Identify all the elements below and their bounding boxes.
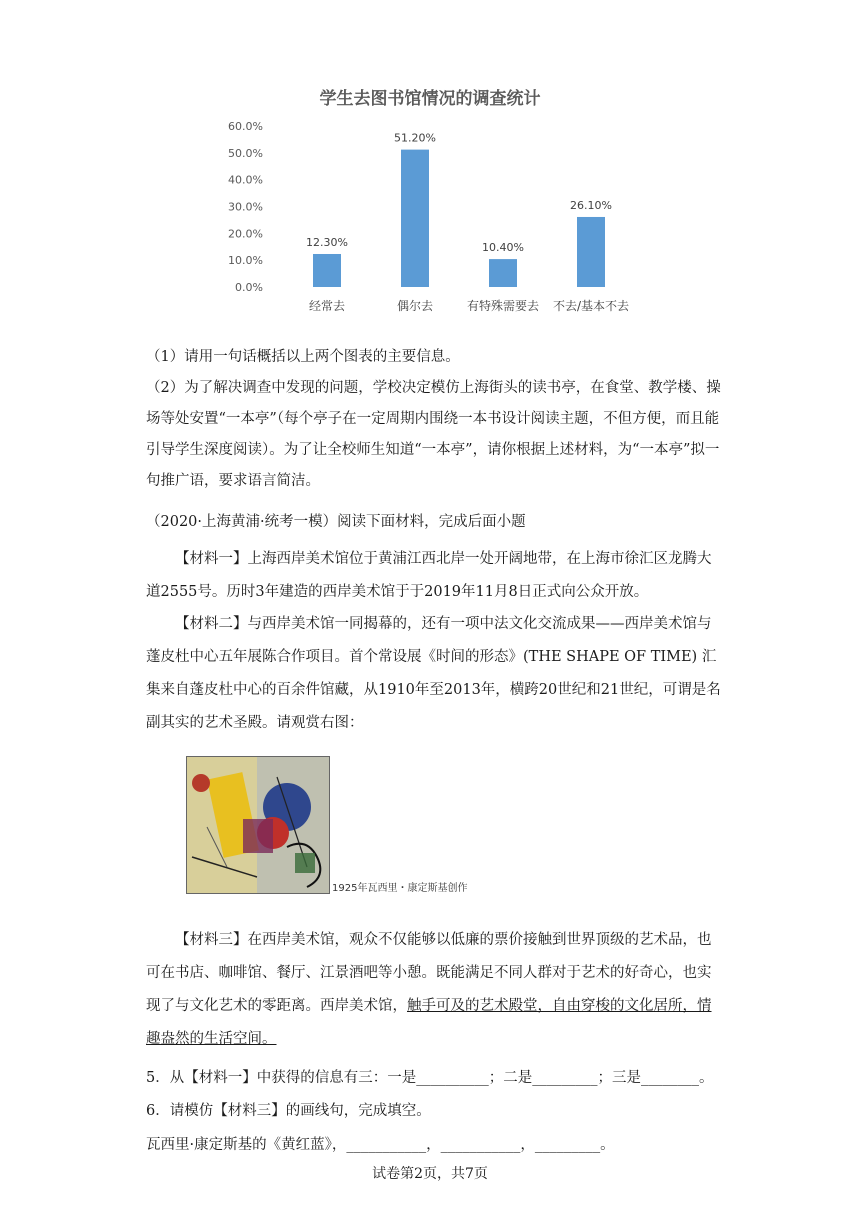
question-5: 5．从【材料一】中获得的信息有三：一是__________；二是_________；三是________。 [146,1070,714,1086]
category-label: 有特殊需要去 [466,299,540,313]
y-tick-label: 20.0% [228,227,263,241]
y-tick-label: 40.0% [228,173,263,187]
y-tick-label: 50.0% [228,146,263,160]
data-label: 10.40% [482,241,524,255]
category-label: 经常去 [308,299,346,313]
source-line: （2020·上海黄浦·统考一模）阅读下面材料，完成后面小题 [146,514,526,530]
material-3-underlined: 触手可及的艺术殿堂，自由穿梭的文化居所，情趣盎然的生活空间。 [146,998,712,1047]
image-caption: 1925年瓦西里・康定斯基创作 [332,883,468,894]
category-label: 不去/基本不去 [552,299,630,313]
page-footer: 试卷第2页，共7页 [372,1166,488,1182]
material-3 [146,924,721,1056]
data-label: 51.20% [394,131,436,145]
chart-title: 学生去图书馆情况的调查统计 [319,89,541,109]
material-3-text: 【材料三】在西岸美术馆，观众不仅能够以低廉的票价接触到世界顶级的艺术品，也可在书店、咖啡馆、餐厅、江景酒吧等小憩。既能满足不同人群对于艺术的好奇心，也实现了与文化艺术的零距离。西岸美术馆， [146,932,712,1014]
bar [401,150,429,287]
bar [577,217,605,287]
bar-chart [215,78,645,323]
bar [313,254,341,287]
data-label: 12.30% [306,235,348,249]
kandinsky-painting-image [186,756,330,894]
y-tick-label: 0.0% [235,281,263,294]
category-label: 偶尔去 [396,299,434,313]
question-2: （2）为了解决调查中发现的问题，学校决定模仿上海街头的读书亭，在食堂、教学楼、操场等处安置“一本亭”（每个亭子在一定周期内围绕一本书设计阅读主题，不但方便，而且能引导学生深度阅读）。为了让全校师生知道“一本亭”，请你根据上述材料，为“一本亭”拟一句推广语，要求语言简洁。 [146,380,721,489]
y-tick-label: 30.0% [228,200,263,214]
question-1: （1）请用一句话概括以上两个图表的主要信息。 [146,349,460,365]
question-6: 6．请模仿【材料三】的画线句，完成填空。 [146,1103,431,1119]
data-label: 26.10% [570,198,612,212]
y-tick-label: 10.0% [228,254,263,268]
bar [489,259,517,287]
y-tick-label: 60.0% [228,120,263,133]
question-6-fill: 瓦西里·康定斯基的《黄红蓝》，___________，___________，_________。 [146,1137,615,1153]
material-1: 【材料一】上海西岸美术馆位于黄浦江西北岸一处开阔地带，在上海市徐汇区龙腾大道2555号。历时3年建造的西岸美术馆于于2019年11月8日正式向公众开放。 [146,551,712,600]
material-2: 【材料二】与西岸美术馆一同揭幕的，还有一项中法文化交流成果——西岸美术馆与蓬皮杜中心五年展陈合作项目。首个常设展《时间的形态》(THE SHAPE OF TIME) 汇集来自蓬皮杜中心的百余件馆藏，从1910年至2013年，横跨20世纪和21世纪，可谓是名副其实的艺术圣殿。请观赏右图： [146,616,721,731]
